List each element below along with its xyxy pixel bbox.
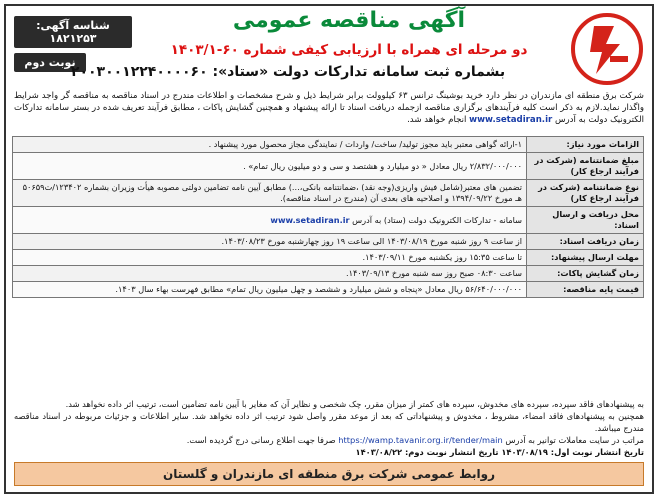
row-value: ۵۶/۶۴۰/۰۰۰/۰۰۰ ریال معادل «پنجاه و شش میلیارد و ششصد و چهل میلیون ریال تمام» مطابق فهرست بهاء سال ۱۴۰۳. xyxy=(13,282,527,298)
tender-notice xyxy=(4,4,654,494)
table-row xyxy=(13,137,644,153)
note-line: به پیشنهادهای فاقد سپرده، سپرده های مخدوش، سپرده های کمتر از میزان مقرر، چک شخصی و نظایر آن که مغایر با آیین نامه تضامین است، ترتیب اثر داده نخواهد شد. xyxy=(65,399,644,409)
row-label: نوع ضمانتنامه (شرکت در فرآیند ارجاع کار) xyxy=(527,180,644,207)
table-row xyxy=(13,153,644,180)
row-label: مبلغ ضمانتنامه (شرکت در فرآیند ارجاع کار) xyxy=(527,153,644,180)
page-title: آگهی مناقصه عمومی xyxy=(232,8,466,33)
table-row xyxy=(13,234,644,250)
row-label: محل دریافت و ارسال اسناد: xyxy=(527,207,644,234)
row-value: تا ساعت ۱۵:۳۵ روز یکشنبه مورخ ۱۴۰۳/۰۹/۱۱. xyxy=(13,250,527,266)
note-text: مراتب در سایت معاملات توانیر به آدرس xyxy=(505,435,644,445)
setad-link[interactable]: www.setadiran.ir xyxy=(469,115,553,125)
table-row xyxy=(13,207,644,234)
note-line: همچنین به پیشنهادهای فاقد امضاء، مشروط ، مخدوش و پیشنهاداتی که بعد از موعد مقرر واصل شود ترتیب اثر داده نخواهد شد. سایر اطلاعات و جزئیات مربوطه در اسناد مناقصه مندرج میباشد. xyxy=(14,411,644,433)
row-value: تضمین های معتبر(شامل فیش واریزی(وجه نقد) ،ضمانتنامه بانکی،...) مطابق آیین نامه تضامین دولتی مصوبه هیأت وزیران بشماره ۱۲۳۴۰۲/ت۵۰۶۵۹ هـ مورخ ۱۳۹۴/۰۹/۲۲ و اصلاحیه های بعدی آن (مندرج در اسناد مناقصه). xyxy=(13,180,527,207)
tavanir-lightning-logo xyxy=(570,12,644,86)
intro-text: شرکت برق منطقه ای مازندران در نظر دارد خرید بوشینگ ترانس ۶۳ کیلوولت برابر شرایط ذیل و شرح مشخصات و اطلاعات مندرج در اسناد مناقصه به مناقصه گر واجد شرایط واگذار نماید.لازم به ذکر است کلیه فرآیندهای برگزاری مناقصه ازجمله دریافت اسناد تا ارائه پیشنهاد و همچنین گشایش پاکات ، مطابق فرآیند تعریف شده در بستر سامانه تدارکات الکترونیک دولت به آدرس xyxy=(14,91,644,125)
round-badge: نوبت دوم xyxy=(14,53,86,72)
tender-details-table xyxy=(12,136,644,298)
publish-dates: تاریخ انتشار نوبت اول: ۱۴۰۳/۰۸/۱۹ تاریخ انتشار نوبت دوم: ۱۴۰۳/۰۸/۲۲ xyxy=(355,447,644,457)
row-value: ۱-ارائه گواهی معتبر باید مجوز تولید/ ساخت/ واردات / نمایندگی مجاز محصول مورد پیشنهاد . xyxy=(13,137,527,153)
row-value xyxy=(13,207,527,234)
row-value: ۲/۸۳۲/۰۰۰/۰۰۰ ریال معادل « دو میلیارد و هشتصد و سی و دو میلیون ریال تمام» . xyxy=(13,153,527,180)
table-row xyxy=(13,180,644,207)
intro-tail: انجام خواهد شد. xyxy=(407,115,467,125)
tender-number: دو مرحله ای همراه با ارزیابی کیفی شماره ۶۰-۱۴۰۳/۱ xyxy=(170,42,528,58)
table-row xyxy=(13,282,644,298)
table-row xyxy=(13,266,644,282)
row-label: قیمت پایه مناقصه: xyxy=(527,282,644,298)
row-label: زمان دریافت اسناد: xyxy=(527,234,644,250)
row-label: الزامات مورد نیاز: xyxy=(527,137,644,153)
row-label: زمان گشایش پاکات: xyxy=(527,266,644,282)
row-value: ساعت ۰۸:۳۰ صبح روز سه شنبه مورخ ۱۴۰۳/۰۹/۱۳. xyxy=(13,266,527,282)
row-value-text: سامانه - تدارکات الکترونیک دولت (ستاد) به آدرس xyxy=(352,214,522,225)
note-line xyxy=(14,434,644,446)
setad-link[interactable]: www.setadiran.ir xyxy=(270,214,350,225)
setad-registration: بشماره ثبت سامانه تدارکات دولت «ستاد»: ۲۰۰۳۰۰۱۲۲۴۰۰۰۰۶۰ xyxy=(70,64,506,80)
row-value: از ساعت ۹ روز شنبه مورخ ۱۴۰۳/۰۸/۱۹ الی ساعت ۱۹ روز چهارشنبه مورخ ۱۴۰۳/۰۸/۲۳. xyxy=(13,234,527,250)
tavanir-link[interactable]: https://wamp.tavanir.org.ir/tender/main xyxy=(338,435,503,445)
table-row xyxy=(13,250,644,266)
note-text: صرفا جهت اطلاع رسانی درج گردیده است. xyxy=(186,435,336,445)
row-label: مهلت ارسال پیشنهاد: xyxy=(527,250,644,266)
ad-id-badge: شناسه آگهی: ۱۸۲۱۲۵۳ xyxy=(14,16,132,48)
notes xyxy=(14,398,644,458)
footer-banner: روابط عمومی شرکت برق منطقه ای مازندران و گلستان xyxy=(14,462,644,486)
intro-paragraph xyxy=(14,90,644,126)
